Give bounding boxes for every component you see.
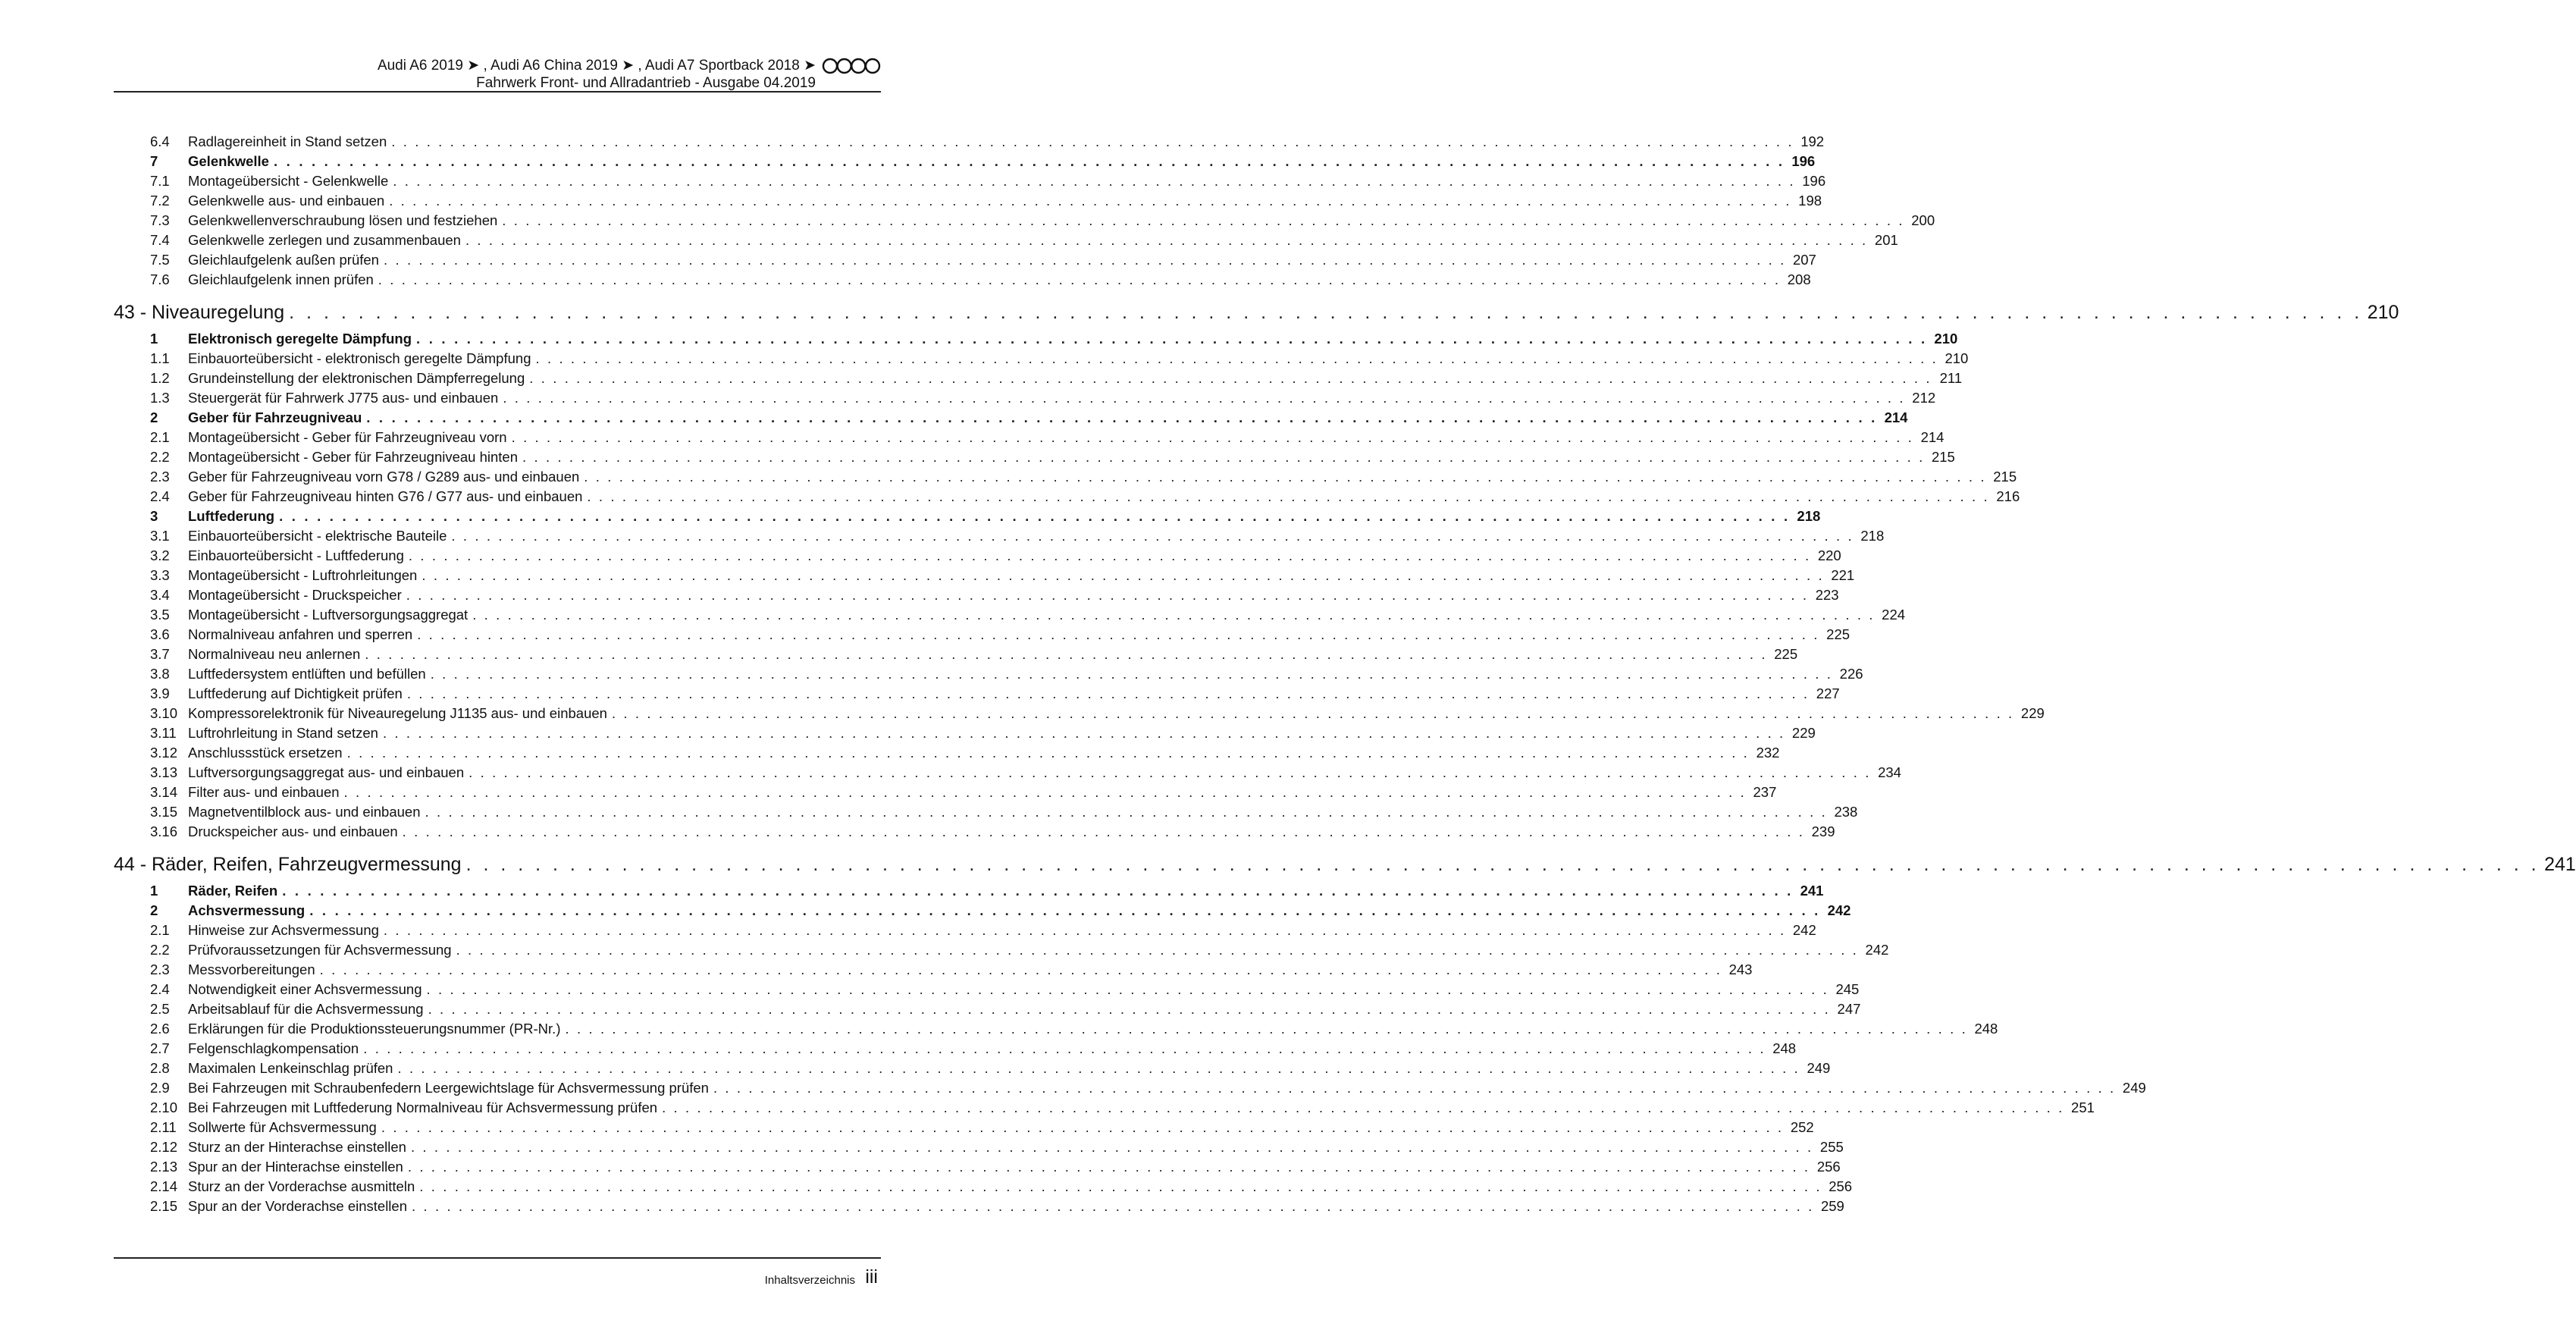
toc-dot-leader: . . . . . . . . . . . . . . . . . . . . . . . . . . . . . . . . . . . . . . . . . . . . . . . . . . . . . . . . . . . . . . . . . . . . . . . . . . . . . . . . . . . . . . . . . . . . . . . . . . . . . . . . . . . . . . . . . . . . . . . . — [382, 725, 1785, 741]
toc-dot-leader: . . . . . . . . . . . . . . . . . . . . . . . . . . . . . . . . . . . . . . . . . . . . . . . . . . . . . . . . . . . . . . . . . . . . . . . . . . . . . . . . . . . . . . . . . . . . . . . . . . . . . . . . . . . . . . . . . . . . . . . . — [407, 1159, 1810, 1175]
toc-dot-leader: . . . . . . . . . . . . . . . . . . . . . . . . . . . . . . . . . . . . . . . . . . . . . . . . . . . . . . . . . . . . . . . . . . . . . . . . . . . . . . . . . . . . . . . . . . . . . . . . . . . . . . . . . . . . . . . . . . . . . . . . — [343, 784, 1747, 800]
toc-dot-leader: . . . . . . . . . . . . . . . . . . . . . . . . . . . . . . . . . . . . . . . . . . . . . . . . . . . . . . . . . . . . . . . . . . . . . . . . . . . . . . . . . . . . . . . . . . . . . . . . . . . . . . . . . . . . . . . . . . . . . . . . — [416, 331, 1928, 347]
toc-entry-page: 227 — [1816, 685, 1840, 701]
toc-entry-page: 229 — [1791, 725, 1816, 741]
toc-entry-title: Anschlussstück ersetzen — [188, 745, 347, 761]
toc-entry-page: 238 — [1834, 804, 1858, 820]
toc-entry-title: Gelenkwelle zerlegen und zusammenbauen — [188, 232, 465, 249]
toc-entry-page: 215 — [1993, 469, 2017, 485]
toc-entry-title: Kompressorelektronik für Niveauregelung J1135 aus- und einbauen — [188, 705, 612, 722]
toc-item-row[interactable] — [114, 745, 1780, 764]
toc-entry-title: Sturz an der Hinterachse einstellen — [188, 1139, 411, 1156]
toc-entry-number: 1 — [150, 883, 158, 899]
toc-item-row[interactable] — [114, 705, 2045, 725]
toc-item-row[interactable] — [114, 784, 1777, 804]
toc-entry-title: Geber für Fahrzeugniveau — [188, 409, 366, 426]
toc-entry-page: 196 — [1791, 153, 1816, 169]
toc-entry-number: 7 — [150, 153, 158, 169]
toc-entry-number: 2.9 — [150, 1080, 170, 1096]
toc-entry-page: 241 — [2544, 854, 2576, 875]
toc-dot-leader: . . . . . . . . . . . . . . . . . . . . . . . . . . . . . . . . . . . . . . . . . . . . . . . . . . . . . . . . . . . . . . . . . . . . . . . . . . . . . . . . . . . . . . . . . . . . . . . . . . . . . . . . . . . . . . . . . . . . . . . . — [502, 212, 1905, 228]
toc-item-row[interactable] — [114, 252, 1816, 271]
toc-entry-title: Spur an der Vorderachse einstellen — [188, 1198, 412, 1215]
toc-entry-number: 2.4 — [150, 981, 170, 997]
toc-dot-leader: . . . . . . . . . . . . . . . . . . . . . . . . . . . . . . . . . . . . . . . . . . . . . . . . . . . . . . . . . . . . . . . . . . . . . . . . . . . . . . . . . . . . . . . . . . . . . . . . . . . . . . . . . . . . . . . . . . . . . . . . — [584, 469, 1987, 485]
toc-item-row[interactable] — [114, 804, 1858, 823]
toc-entry-number: 3.1 — [150, 528, 170, 544]
toc-item-row[interactable] — [114, 271, 1811, 291]
toc-entry-number: 3.5 — [150, 607, 170, 623]
toc-dot-leader: . . . . . . . . . . . . . . . . . . . . . . . . . . . . . . . . . . . . . . . . . . . . . . . . . . . . . . . . . . . . . . . . . . . . . . . . . . . . . . . . . . . . . . . . . . . . . . . . . . . . . . . . . . . . . . . . . . . . . . . . — [417, 626, 1820, 642]
toc-section-row[interactable] — [114, 331, 1958, 350]
toc-dot-leader: . . . . . . . . . . . . . . . . . . . . . . . . . . . . . . . . . . . . . . . . . . . . . . . . . . . . . . . . . . . . . . . . . . . . . . . . . . . . . . . . . . . . . . . . . . . . . . . . . . . . . . . . . . . . . . . . . . . . . . . . — [366, 409, 1878, 425]
toc-entry-page: 239 — [1811, 823, 1835, 839]
toc-entry-page: 234 — [1878, 764, 1901, 780]
toc-dot-leader: . . . . . . . . . . . . . . . . . . . . . . . . . . . . . . . . . . . . . . . . . . . . . . . . . . . . . . . . . . . . . . . . . . . . . . . . . . . . . . . . . . . . . . . . . . . . . . . . . . . . . . . . . . . . . . . . . . . . . . . . — [319, 961, 1722, 977]
toc-item-row[interactable] — [114, 607, 1906, 626]
toc-dot-leader: . . . . . . . . . . . . . . . . . . . . . . . . . . . . . . . . . . . . . . . . . . . . . . . . . . . . . . . . . . . . . . . . . . . . . . . . . . . . . . . . . . . . . . . . . . . . . . . . . . . . . . . . . . . . . . . . . . . . . . . . — [363, 1040, 1766, 1056]
toc-entry-number: 1 — [150, 331, 158, 347]
toc-dot-leader: . . . . . . . . . . . . . . . . . . . . . . . . . . . . . . . . . . . . . . . . . . . . . . . . . . . . . . . . . . . . . . . . . . . . . . . . . . . . . . . . . . . . . . . . . . . . . . . . . . . . . . . . . . . . . . . . . . . . . . . . — [389, 193, 1792, 209]
toc-item-row[interactable] — [114, 390, 1936, 409]
toc-entry-page: 256 — [1829, 1178, 1853, 1194]
toc-entry-title: Luftfedersystem entlüften und befüllen — [188, 666, 431, 682]
toc-section-row[interactable] — [114, 153, 1816, 173]
toc-dot-leader: . . . . . . . . . . . . . . . . . . . . . . . . . . . . . . . . . . . . . . . . . . . . . . . . . . . . . . . . . . . . . . . . . . . . . . . . . . . . . . . . . . . . . . . . . . . . . . . . . . . . . . . . . . . . . . . . . . . . . . . . — [565, 1021, 1968, 1037]
toc-item-row[interactable] — [114, 429, 1945, 449]
toc-entry-number: 2.3 — [150, 961, 170, 977]
toc-item-row[interactable] — [114, 1159, 1841, 1178]
toc-dot-leader: . . . . . . . . . . . . . . . . . . . . . . . . . . . . . . . . . . . . . . . . . . . . . . . . . . . . . . . . . . . . . . . . . . . . . . . . . . . . . . . . . . . . . . . . . . . . . . . . . . . . . . . . . . . . . . . . . . . . . . . . — [381, 1119, 1784, 1135]
toc-entry-number: 3.2 — [150, 547, 170, 563]
toc-item-row[interactable] — [114, 350, 1969, 370]
toc-item-row[interactable] — [114, 942, 1889, 961]
toc-entry-title: Montageübersicht - Geber für Fahrzeugniveau hinten — [188, 449, 522, 466]
toc-entry-page: 210 — [2367, 302, 2399, 323]
toc-item-row[interactable] — [114, 133, 1825, 153]
toc-entry-number: 7.6 — [150, 271, 170, 287]
toc-dot-leader: . . . . . . . . . . . . . . . . . . . . . . . . . . . . . . . . . . . . . . . . . . . . . . . . . . . . . . . . . . . . . . . . . . . . . . . . . . . . . . . . . . . . . . . . . . . . . . . . . . . . . . . . . . . . . . . . . . . . . . . . — [456, 942, 1859, 958]
toc-dot-leader: . . . . . . . . . . . . . . . . . . . . . . . . . . . . . . . . . . . . . . . . . . . . . . . . . . . . . . . . . . . . . . . . . . . . . . . . . . . . . . . . . . . . . . . . . . . . . . . . . . . . . . . . . . . . . . . . . . . . . . . . — [408, 547, 1811, 563]
toc-item-row[interactable] — [114, 646, 1798, 666]
footer-page-number: iii — [865, 1266, 878, 1288]
toc-entry-title: Radlagereinheit in Stand setzen — [188, 133, 391, 150]
toc-entry-number: 2.1 — [150, 922, 170, 938]
toc-chapter-row[interactable] — [114, 854, 2576, 883]
toc-entry-number: 2.4 — [150, 488, 170, 504]
toc-entry-page: 214 — [1920, 429, 1945, 445]
toc-item-row[interactable] — [114, 587, 1839, 607]
toc-entry-title: Normalniveau anfahren und sperren — [188, 626, 417, 643]
footer-divider — [114, 1257, 881, 1259]
toc-entry-page: 210 — [1945, 350, 1969, 366]
toc-entry-number: 2.5 — [150, 1001, 170, 1017]
toc-entry-page: 220 — [1817, 547, 1841, 563]
toc-dot-leader: . . . . . . . . . . . . . . . . . . . . . . . . . . . . . . . . . . . . . . . . . . . . . . . . . . . . . . . . . . . . . . . . . . . . . . . . . . . . . . . . . . . . . . . . . . . . . . . . . . . . . . . . . . . . . . . . . . . . . . . . — [428, 1001, 1831, 1017]
toc-entry-page: 255 — [1819, 1139, 1844, 1155]
toc-item-row[interactable] — [114, 1001, 1861, 1021]
toc-entry-title: Arbeitsablauf für die Achsvermessung — [188, 1001, 428, 1018]
toc-item-row[interactable] — [114, 567, 1855, 587]
toc-entry-page: 214 — [1884, 409, 1908, 425]
toc-entry-title: Normalniveau neu anlernen — [188, 646, 365, 663]
toc-item-row[interactable] — [114, 232, 1898, 252]
toc-dot-leader: . . . . . . . . . . . . . . . . . . . . . . . . . . . . . . . . . . . . . . . . . . . . . . . . . . . . . . . . . . . . . . . . . . . . . . . . . . . . . . . . . . . . . . . . . . . . . . . . . . . . . . . . . . . . . . . . . . . . . . . . — [426, 981, 1829, 997]
toc-dot-leader: . . . . . . . . . . . . . . . . . . . . . . . . . . . . . . . . . . . . . . . . . . . . . . . . . . . . . . . . . . . . . . . . . . . . . . . . . . . . . . . . . . . . . . . . . . . . . . . . . . . . . . . . . . . . . . . . . . . . . . . . — [273, 153, 1785, 169]
toc-entry-number: 3.16 — [150, 823, 178, 839]
toc-entry-page: 242 — [1827, 902, 1851, 918]
toc-dot-leader: . . . . . . . . . . . . . . . . . . . . . . . . . . . . . . . . . . . . . . . . . . . . . . . . . . . . . . . . . . . . . . . . . . . . . . . . . . . . . . . . . . . . . . . . . . . . . . . . . . . . . . . . . . . . . . . . . . . . . . . . — [503, 390, 1906, 406]
table-of-contents — [114, 133, 2576, 1218]
toc-dot-leader: . . . . . . . . . . . . . . . . . . . . . . . . . . . . . . . . . . . . . . . . . . . . . . . . . . . . . . . . . . . . . . . . . . . . . . . . . . . . . . . . . . . . . . . . . . . . . . . . . . . . . . . . . . . . . . . . . . . . . . . . — [365, 646, 1768, 662]
toc-entry-number: 3.15 — [150, 804, 178, 820]
toc-dot-leader: . . . . . . . . . . . . . . . . . . . . . . . . . . . . . . . . . . . . . . . . . . . . . . . . . . . . . . . . . . . . . . . . . . . . . . . . . . . . . . . . . . . . . . . . . . . . . . . . . . . . . . . . . . . . . . . . . . . . . . . . — [425, 804, 1828, 820]
toc-entry-page: 225 — [1826, 626, 1851, 642]
toc-entry-number: 3.7 — [150, 646, 170, 662]
toc-entry-title: Montageübersicht - Druckspeicher — [188, 587, 406, 604]
toc-entry-number: 2.3 — [150, 469, 170, 485]
toc-entry-title: Luftversorgungsaggregat aus- und einbauen — [188, 764, 469, 781]
toc-entry-page: 225 — [1774, 646, 1798, 662]
toc-entry-number: 2.6 — [150, 1021, 170, 1037]
toc-entry-page: 226 — [1839, 666, 1863, 682]
toc-entry-title: Filter aus- und einbauen — [188, 784, 344, 801]
toc-entry-title: Montageübersicht - Geber für Fahrzeugniveau vorn — [188, 429, 512, 446]
toc-entry-number: 2.11 — [150, 1119, 177, 1135]
toc-dot-leader: . . . . . . . . . . . . . . . . . . . . . . . . . . . . . . . . . . . . . . . . . . . . . . . . . . . . . . . . . . . . . . . . . . . . . . . . . . . . . . . . . . . . . . . . . . . . . . . . . . . . . . . . . . . . . . . . . . . . . . . . — [611, 705, 2014, 721]
toc-entry-page: 196 — [1802, 173, 1826, 189]
toc-item-row[interactable] — [114, 1060, 1831, 1080]
toc-entry-title: Prüfvoraussetzungen für Achsvermessung — [188, 942, 456, 958]
toc-entry-title: Einbauorteübersicht - elektrische Bauteile — [188, 528, 451, 544]
toc-entry-title: Druckspeicher aus- und einbauen — [188, 823, 403, 840]
toc-dot-leader: . . . . . . . . . . . . . . . . . . . . . . . . . . . . . . . . . . . . . . . . . . . . . . . . . . . . . . . . . . . . . . . . . . . . . . . . . . . . . . . . . . . . . . . . . . . . . . . . . . . . . . . . . . . . . . . . . . . . . . . . — [412, 1198, 1814, 1214]
toc-entry-number: 2.2 — [150, 449, 170, 465]
toc-dot-leader: . . . . . . . . . . . . . . . . . . . . . . . . . . . . . . . . . . . . . . . . . . . . . . . . . . . . . . . . . . . . . . . . . . . . . . . . . . . . . . . . . . . . . . . . . . . . . . . . . . . . . . . . . . . . . . . . . . . . . . . . — [511, 429, 1914, 445]
toc-item-row[interactable] — [114, 528, 1885, 547]
toc-entry-number: 1.2 — [150, 370, 170, 386]
toc-entry-page: 210 — [1934, 331, 1958, 347]
toc-entry-number: 3 — [150, 508, 158, 524]
toc-dot-leader: . . . . . . . . . . . . . . . . . . . . . . . . . . . . . . . . . . . . . . . . . . . . . . . . . . . . . . . . . . . . . . . . . . . . . . . . . . . . . . . . . . . . . . . . . . . . . . . . . . . . . . . . . . . . . . . . . . . . . . . . — [522, 449, 1925, 465]
toc-entry-page: 223 — [1815, 587, 1839, 603]
toc-dot-leader: . . . . . . . . . . . . . . . . . . . . . . . . . . . . . . . . . . . . . . . . . . . . . . . . . . . . . . . . . . . . . . . . . . . . . . . . . . . . . . . . . . . . . . . . . . . . . . . . . . . . . . . . . . . . . . . . . . . . . . . . — [535, 350, 1938, 366]
toc-chapter-row[interactable] — [114, 302, 2399, 331]
toc-entry-page: 243 — [1728, 961, 1753, 977]
toc-entry-page: 200 — [1911, 212, 1935, 228]
toc-dot-leader: . . . . . . . . . . . . . . . . . . . . . . . . . . . . . . . . . . . . . . . . . . . . . . . . . . . . . . . . . . . . . . . . . . . . . . . . . . . . . . . . . . . . . . . . . . . . . . . . . . . . . . . . . . . . . . . . . . . . . . . . — [391, 133, 1794, 149]
toc-entry-title: Luftfederung — [188, 508, 279, 525]
toc-entry-page: 256 — [1816, 1159, 1841, 1175]
toc-item-row[interactable] — [114, 449, 1955, 469]
toc-entry-number: 3.14 — [150, 784, 178, 800]
toc-entry-number: 7.4 — [150, 232, 170, 248]
toc-item-row[interactable] — [114, 1099, 2095, 1119]
toc-entry-page: 218 — [1797, 508, 1821, 524]
toc-item-row[interactable] — [114, 1178, 1853, 1198]
toc-entry-title: Elektronisch geregelte Dämpfung — [188, 331, 416, 347]
toc-dot-leader: . . . . . . . . . . . . . . . . . . . . . . . . . . . . . . . . . . . . . . . . . . . . . . . . . . . . . . . . . . . . . . . . . . . . . . . . . . . . . . . . . . . . . . . . . . . . . . . . . . . . . . . . . . . . . . . . . . . . . . . . — [402, 823, 1805, 839]
toc-dot-leader: . . . . . . . . . . . . . . . . . . . . . . . . . . . . . . . . . . . . . . . . . . . . . . . . . . . . . . . . . . . . . . . . . . . . . . . . . . . . . . . . . . . . . . . . . . . . . . . . . . . . . . . . . . . . . . . . . . . . . . . . — [383, 252, 1786, 268]
toc-entry-title: Montageübersicht - Gelenkwelle — [188, 173, 393, 190]
toc-entry-title: Geber für Fahrzeugniveau hinten G76 / G77 aus- und einbauen — [188, 488, 587, 505]
toc-entry-title: Felgenschlagkompensation — [188, 1040, 363, 1057]
toc-entry-title: Hinweise zur Achsvermessung — [188, 922, 384, 939]
toc-dot-leader: . . . . . . . . . . . . . . . . . . . . . . . . . . . . . . . . . . . . . . . . . . . . . . . . . . . . . . . . . . . . . . . . . . . . . . . . . . . . . . . . . . . . . . . . . . . . . . . . . . . . . . . . . . . . . . . . . . . . . . . . — [451, 528, 1854, 544]
toc-item-row[interactable] — [114, 212, 1935, 232]
toc-entry-number: 1.1 — [150, 350, 170, 366]
toc-entry-title: Bei Fahrzeugen mit Schraubenfedern Leergewichtslage für Achsvermessung prüfen — [188, 1080, 713, 1096]
toc-dot-leader: . . . . . . . . . . . . . . . . . . . . . . . . . . . . . . . . . . . . . . . . . . . . . . . . . . . . . . . . . . . . . . . . . . . . . . . . . . . . . . . . . . . . . . . . . . . . . . . . . . . . . . . . . . . . . . . . . . . . . . . . — [662, 1099, 2064, 1115]
toc-item-row[interactable] — [114, 547, 1841, 567]
toc-entry-title: Grundeinstellung der elektronischen Dämpferregelung — [188, 370, 529, 387]
toc-entry-page: 259 — [1820, 1198, 1844, 1214]
toc-entry-title: Sturz an der Vorderachse ausmitteln — [188, 1178, 419, 1195]
toc-entry-number: 3.10 — [150, 705, 178, 721]
toc-entry-title: Achsvermessung — [188, 902, 309, 919]
toc-entry-number: 3.12 — [150, 745, 178, 761]
toc-item-row[interactable] — [114, 370, 1963, 390]
toc-entry-number: 7.3 — [150, 212, 170, 228]
toc-dot-leader: . . . . . . . . . . . . . . . . . . . . . . . . . . . . . . . . . . . . . . . . . . . . . . . . . . . . . . . . . . . . . . . . . . . . . . . . . . . . . . . . . . . . . . . . . . . . . . . . . . . . . . . . . . . . . . . . . . . . . . . . — [713, 1080, 2116, 1096]
toc-entry-page: 249 — [2122, 1080, 2146, 1096]
toc-entry-title: Bei Fahrzeugen mit Luftfederung Normalniveau für Achsvermessung prüfen — [188, 1099, 662, 1116]
toc-section-row[interactable] — [114, 902, 1851, 922]
toc-entry-title: Sollwerte für Achsvermessung — [188, 1119, 381, 1136]
toc-item-row[interactable] — [114, 193, 1822, 212]
toc-entry-number: 3.4 — [150, 587, 170, 603]
toc-entry-page: 248 — [1974, 1021, 1998, 1037]
toc-entry-title: Gelenkwelle — [188, 153, 274, 170]
toc-dot-leader: . . . . . . . . . . . . . . . . . . . . . . . . . . . . . . . . . . . . . . . . . . . . . . . . . . . . . . . . . . . . . . . . . . . . . . . . . . . . . . . . . . . . . . . . . . . . . . . . . . . . . . . . . . . . . . . . . . . . . . . . — [309, 902, 1821, 918]
toc-item-row[interactable] — [114, 823, 1835, 843]
toc-entry-number: 2.13 — [150, 1159, 178, 1175]
toc-entry-title: Gelenkwellenverschraubung lösen und festziehen — [188, 212, 502, 229]
toc-entry-number: 1.3 — [150, 390, 170, 406]
toc-entry-page: 249 — [1807, 1060, 1831, 1076]
toc-entry-number: 7.5 — [150, 252, 170, 268]
toc-entry-page: 252 — [1790, 1119, 1814, 1135]
toc-entry-page: 192 — [1800, 133, 1825, 149]
toc-entry-title: Geber für Fahrzeugniveau vorn G78 / G289 aus- und einbauen — [188, 469, 584, 485]
toc-entry-number: 3.3 — [150, 567, 170, 583]
toc-entry-number: 2.15 — [150, 1198, 178, 1214]
toc-entry-number: 2.14 — [150, 1178, 178, 1194]
toc-section-row[interactable] — [114, 883, 1824, 902]
toc-entry-title: Messvorbereitungen — [188, 961, 320, 978]
toc-entry-number: 2.8 — [150, 1060, 170, 1076]
toc-entry-title: Gleichlaufgelenk innen prüfen — [188, 271, 378, 288]
toc-entry-title: 44 - Räder, Reifen, Fahrzeugvermessung — [114, 854, 466, 876]
toc-entry-title: Luftfederung auf Dichtigkeit prüfen — [188, 685, 407, 702]
toc-item-row[interactable] — [114, 666, 1863, 685]
toc-section-row[interactable] — [114, 409, 1908, 429]
toc-dot-leader: . . . . . . . . . . . . . . . . . . . . . . . . . . . . . . . . . . . . . . . . . . . . . . . . . . . . . . . . . . . . . . . . . . . . . . . . . . . . . . . . . . . . . . . . . . . . . . . . . . . . . . . . . . . . . . . . . . . . . . . . — [383, 922, 1786, 938]
toc-entry-number: 6.4 — [150, 133, 170, 149]
toc-dot-leader: . . . . . . . . . . . . . . . . . . . . . . . . . . . . . . . . . . . . . . . . . . . . . . . . . . . . . . . . . . . . . . . . . . . . . . . . . . . . . . . . . . . . . . . . . . . . . . . . . . . . . . . . . . . . . . . . . . . . . . . . — [397, 1060, 1800, 1076]
toc-item-row[interactable] — [114, 488, 2020, 508]
toc-item-row[interactable] — [114, 1021, 1998, 1040]
toc-entry-number: 7.1 — [150, 173, 170, 189]
toc-dot-leader: . . . . . . . . . . . . . . . . . . . . . . . . . . . . . . . . . . . . . . . . . . . . . . . . . . . . . . . . . . . . . . . . . . . . . . . . . . . . . . . . . . . . . . . . . . . . . . . . . . . . . . . . . . . . . . . . . . . . . . . . — [378, 271, 1781, 287]
toc-entry-page: 215 — [1931, 449, 1955, 465]
toc-entry-page: 245 — [1835, 981, 1860, 997]
header-manual-title: Fahrwerk Front- und Allradantrieb - Ausgabe 04.2019 — [476, 75, 816, 91]
toc-entry-page: 232 — [1756, 745, 1780, 761]
toc-entry-page: 216 — [1996, 488, 2020, 504]
toc-dot-leader: . . . . . . . . . . . . . . . . . . . . . . . . . . . . . . . . . . . . . . . . . . . . . . . . . . . . . . . . . . . . . . . . . . . . . . . . . . . . . . . . . . . . . . . . . . . . . . . . . . . . . . . . . . . . . . . . . . . . . . . . — [465, 232, 1868, 248]
toc-entry-title: Notwendigkeit einer Achsvermessung — [188, 981, 427, 998]
toc-item-row[interactable] — [114, 981, 1860, 1001]
toc-dot-leader: . . . . . . . . . . . . . . . . . . . . . . . . . . . . . . . . . . . . . . . . . . . . . . . . . . . . . . . . . . . . . . . . . . . . . . . . . . . . . . . . . . . . . . . . . . . . . . . . . . . . . . . . . . . . . . . . . . . . . . . . — [282, 883, 1794, 899]
toc-entry-page: 237 — [1753, 784, 1777, 800]
toc-item-row[interactable] — [114, 173, 1826, 193]
toc-entry-number: 3.8 — [150, 666, 170, 682]
toc-entry-page: 242 — [1865, 942, 1889, 958]
toc-dot-leader: . . . . . . . . . . . . . . . . . . . . . . . . . . . . . . . . . . . . . . . . . . . . . . . . . . . . . . . . . . . . . . . . . . . . . . . . . . . . . . . . . . . . . . . . . . . . . . . . . . . . . . . . . . . . . . . . . . . . . . . . — [472, 607, 1876, 623]
toc-item-row[interactable] — [114, 469, 2017, 488]
toc-entry-page: 201 — [1874, 232, 1898, 248]
toc-entry-title: Steuergerät für Fahrwerk J775 aus- und einbauen — [188, 390, 503, 406]
toc-entry-number: 2 — [150, 902, 158, 918]
toc-item-row[interactable] — [114, 1080, 2146, 1099]
toc-entry-number: 3.13 — [150, 764, 178, 780]
toc-entry-number: 3.6 — [150, 626, 170, 642]
toc-dot-leader: . . . . . . . . . . . . . . . . . . . . . . . . . . . . . . . . . . . . . . . . . . . . . . . . . . . . . . . . . . . . . . . . . . . . . . . . . . . . . . . . . . . . . . . . . . . . . . . . . . . . . . . . . . . . . . . . . . . . . . . . — [419, 1178, 1822, 1194]
toc-entry-title: Spur an der Hinterachse einstellen — [188, 1159, 408, 1175]
toc-dot-leader: . . . . . . . . . . . . . . . . . . . . . . . . . . . . . . . . . . . . . . . . . . . . . . . . . . . . . . . . . . . . . . . . . . . . . . . . . . . . . . . . . . . . . . . . . . . . . . . . . . . . . . . . . . . . . . . . . . . . . . . . — [406, 587, 1809, 603]
toc-entry-number: 7.2 — [150, 193, 170, 209]
toc-entry-number: 2.1 — [150, 429, 170, 445]
toc-dot-leader: . . . . . . . . . . . . . . . . . . . . . . . . . . . . . . . . . . . . . . . . . . . . . . . . . . . . . . . . . . . . . . . . . . . . . . . . . . . . . . . . . . . . . . . . . . . . . . . . . . . . . . . . . . . . . . . . . . . . . . . . — [430, 666, 1833, 682]
toc-entry-page: 224 — [1882, 607, 1906, 623]
toc-dot-leader: . . . . . . . . . . . . . . . . . . . . . . . . . . . . . . . . . . . . . . . . . . . . . . . . . . . . . . . . . . . . . . . . . . . . . . . . . . . . . . . . . . . . . . . . . . . . . . . . . . . . . . . . . . . . . . . . . . . . . . . . — [465, 854, 2540, 875]
toc-entry-number: 2.10 — [150, 1099, 178, 1115]
toc-item-row[interactable] — [114, 626, 1851, 646]
toc-item-row[interactable] — [114, 961, 1753, 981]
toc-item-row[interactable] — [114, 1139, 1844, 1159]
toc-entry-title: Einbauorteübersicht - Luftfederung — [188, 547, 409, 564]
header-vehicle-models: Audi A6 2019 ➤ , Audi A6 China 2019 ➤ , Audi A7 Sportback 2018 ➤ — [377, 58, 816, 74]
toc-entry-page: 247 — [1837, 1001, 1861, 1017]
toc-entry-title: Maximalen Lenkeinschlag prüfen — [188, 1060, 397, 1077]
toc-dot-leader: . . . . . . . . . . . . . . . . . . . . . . . . . . . . . . . . . . . . . . . . . . . . . . . . . . . . . . . . . . . . . . . . . . . . . . . . . . . . . . . . . . . . . . . . . . . . . . . . . . . . . . . . . . . . . . . . . . . . . . . . — [279, 508, 1791, 524]
toc-entry-page: 248 — [1772, 1040, 1797, 1056]
toc-entry-number: 3.11 — [150, 725, 177, 741]
toc-dot-leader: . . . . . . . . . . . . . . . . . . . . . . . . . . . . . . . . . . . . . . . . . . . . . . . . . . . . . . . . . . . . . . . . . . . . . . . . . . . . . . . . . . . . . . . . . . . . . . . . . . . . . . . . . . . . . . . . . . . . . . . . — [393, 173, 1796, 189]
toc-entry-page: 211 — [1939, 370, 1963, 386]
toc-item-row[interactable] — [114, 1198, 1844, 1218]
toc-entry-title: Luftrohrleitung in Stand setzen — [188, 725, 383, 742]
footer-section-label: Inhaltsverzeichnis — [764, 1274, 855, 1287]
toc-entry-page: 221 — [1831, 567, 1855, 583]
toc-entry-number: 2.12 — [150, 1139, 178, 1155]
toc-entry-number: 2.7 — [150, 1040, 170, 1056]
toc-entry-page: 241 — [1800, 883, 1824, 899]
toc-entry-title: Räder, Reifen — [188, 883, 282, 899]
toc-entry-page: 207 — [1792, 252, 1816, 268]
toc-item-row[interactable] — [114, 685, 1840, 705]
toc-entry-page: 212 — [1912, 390, 1936, 406]
audi-rings-logo-icon — [822, 58, 881, 74]
toc-entry-title: Montageübersicht - Luftversorgungsaggregat — [188, 607, 472, 623]
toc-dot-leader: . . . . . . . . . . . . . . . . . . . . . . . . . . . . . . . . . . . . . . . . . . . . . . . . . . . . . . . . . . . . . . . . . . . . . . . . . . . . . . . . . . . . . . . . . . . . . . . . . . . . . . . . . . . . . . . . . . . . . . . . — [346, 745, 1750, 761]
toc-entry-title: 43 - Niveauregelung — [114, 302, 289, 324]
toc-entry-page: 229 — [2020, 705, 2045, 721]
toc-entry-title: Gelenkwelle aus- und einbauen — [188, 193, 389, 209]
toc-item-row[interactable] — [114, 922, 1816, 942]
toc-entry-page: 251 — [2071, 1099, 2095, 1115]
toc-entry-title: Erklärungen für die Produktionssteuerungsnummer (PR-Nr.) — [188, 1021, 566, 1037]
toc-entry-number: 2 — [150, 409, 158, 425]
toc-entry-title: Montageübersicht - Luftrohrleitungen — [188, 567, 421, 584]
toc-entry-title: Gleichlaufgelenk außen prüfen — [188, 252, 384, 268]
toc-entry-page: 242 — [1792, 922, 1816, 938]
toc-item-row[interactable] — [114, 764, 1901, 784]
toc-item-row[interactable] — [114, 1119, 1814, 1139]
toc-dot-leader: . . . . . . . . . . . . . . . . . . . . . . . . . . . . . . . . . . . . . . . . . . . . . . . . . . . . . . . . . . . . . . . . . . . . . . . . . . . . . . . . . . . . . . . . . . . . . . . . . . . . . . . . . . . . . . . . . . . . . . . . — [469, 764, 1871, 780]
toc-entry-page: 218 — [1860, 528, 1885, 544]
toc-entry-title: Magnetventilblock aus- und einbauen — [188, 804, 425, 820]
toc-item-row[interactable] — [114, 725, 1816, 745]
page-header — [114, 53, 881, 93]
toc-dot-leader: . . . . . . . . . . . . . . . . . . . . . . . . . . . . . . . . . . . . . . . . . . . . . . . . . . . . . . . . . . . . . . . . . . . . . . . . . . . . . . . . . . . . . . . . . . . . . . . . . . . . . . . . . . . . . . . . . . . . . . . . — [410, 1139, 1813, 1155]
toc-section-row[interactable] — [114, 508, 1821, 528]
toc-item-row[interactable] — [114, 1040, 1797, 1060]
toc-entry-page: 208 — [1787, 271, 1811, 287]
toc-dot-leader: . . . . . . . . . . . . . . . . . . . . . . . . . . . . . . . . . . . . . . . . . . . . . . . . . . . . . . . . . . . . . . . . . . . . . . . . . . . . . . . . . . . . . . . . . . . . . . . . . . . . . . . . . . . . . . . . . . . . . . . . — [406, 685, 1810, 701]
toc-dot-leader: . . . . . . . . . . . . . . . . . . . . . . . . . . . . . . . . . . . . . . . . . . . . . . . . . . . . . . . . . . . . . . . . . . . . . . . . . . . . . . . . . . . . . . . . . . . . . . . . . . . . . . . . . . . . . . . . . . . . . . . . — [529, 370, 1932, 386]
toc-entry-number: 2.2 — [150, 942, 170, 958]
toc-dot-leader: . . . . . . . . . . . . . . . . . . . . . . . . . . . . . . . . . . . . . . . . . . . . . . . . . . . . . . . . . . . . . . . . . . . . . . . . . . . . . . . . . . . . . . . . . . . . . . . . . . . . . . . . . . . . . . . . . . . . . . . . — [289, 302, 2363, 323]
toc-entry-title: Einbauorteübersicht - elektronisch geregelte Dämpfung — [188, 350, 535, 367]
toc-dot-leader: . . . . . . . . . . . . . . . . . . . . . . . . . . . . . . . . . . . . . . . . . . . . . . . . . . . . . . . . . . . . . . . . . . . . . . . . . . . . . . . . . . . . . . . . . . . . . . . . . . . . . . . . . . . . . . . . . . . . . . . . — [587, 488, 1990, 504]
toc-dot-leader: . . . . . . . . . . . . . . . . . . . . . . . . . . . . . . . . . . . . . . . . . . . . . . . . . . . . . . . . . . . . . . . . . . . . . . . . . . . . . . . . . . . . . . . . . . . . . . . . . . . . . . . . . . . . . . . . . . . . . . . . — [421, 567, 1825, 583]
toc-entry-page: 198 — [1798, 193, 1822, 209]
toc-entry-number: 3.9 — [150, 685, 170, 701]
